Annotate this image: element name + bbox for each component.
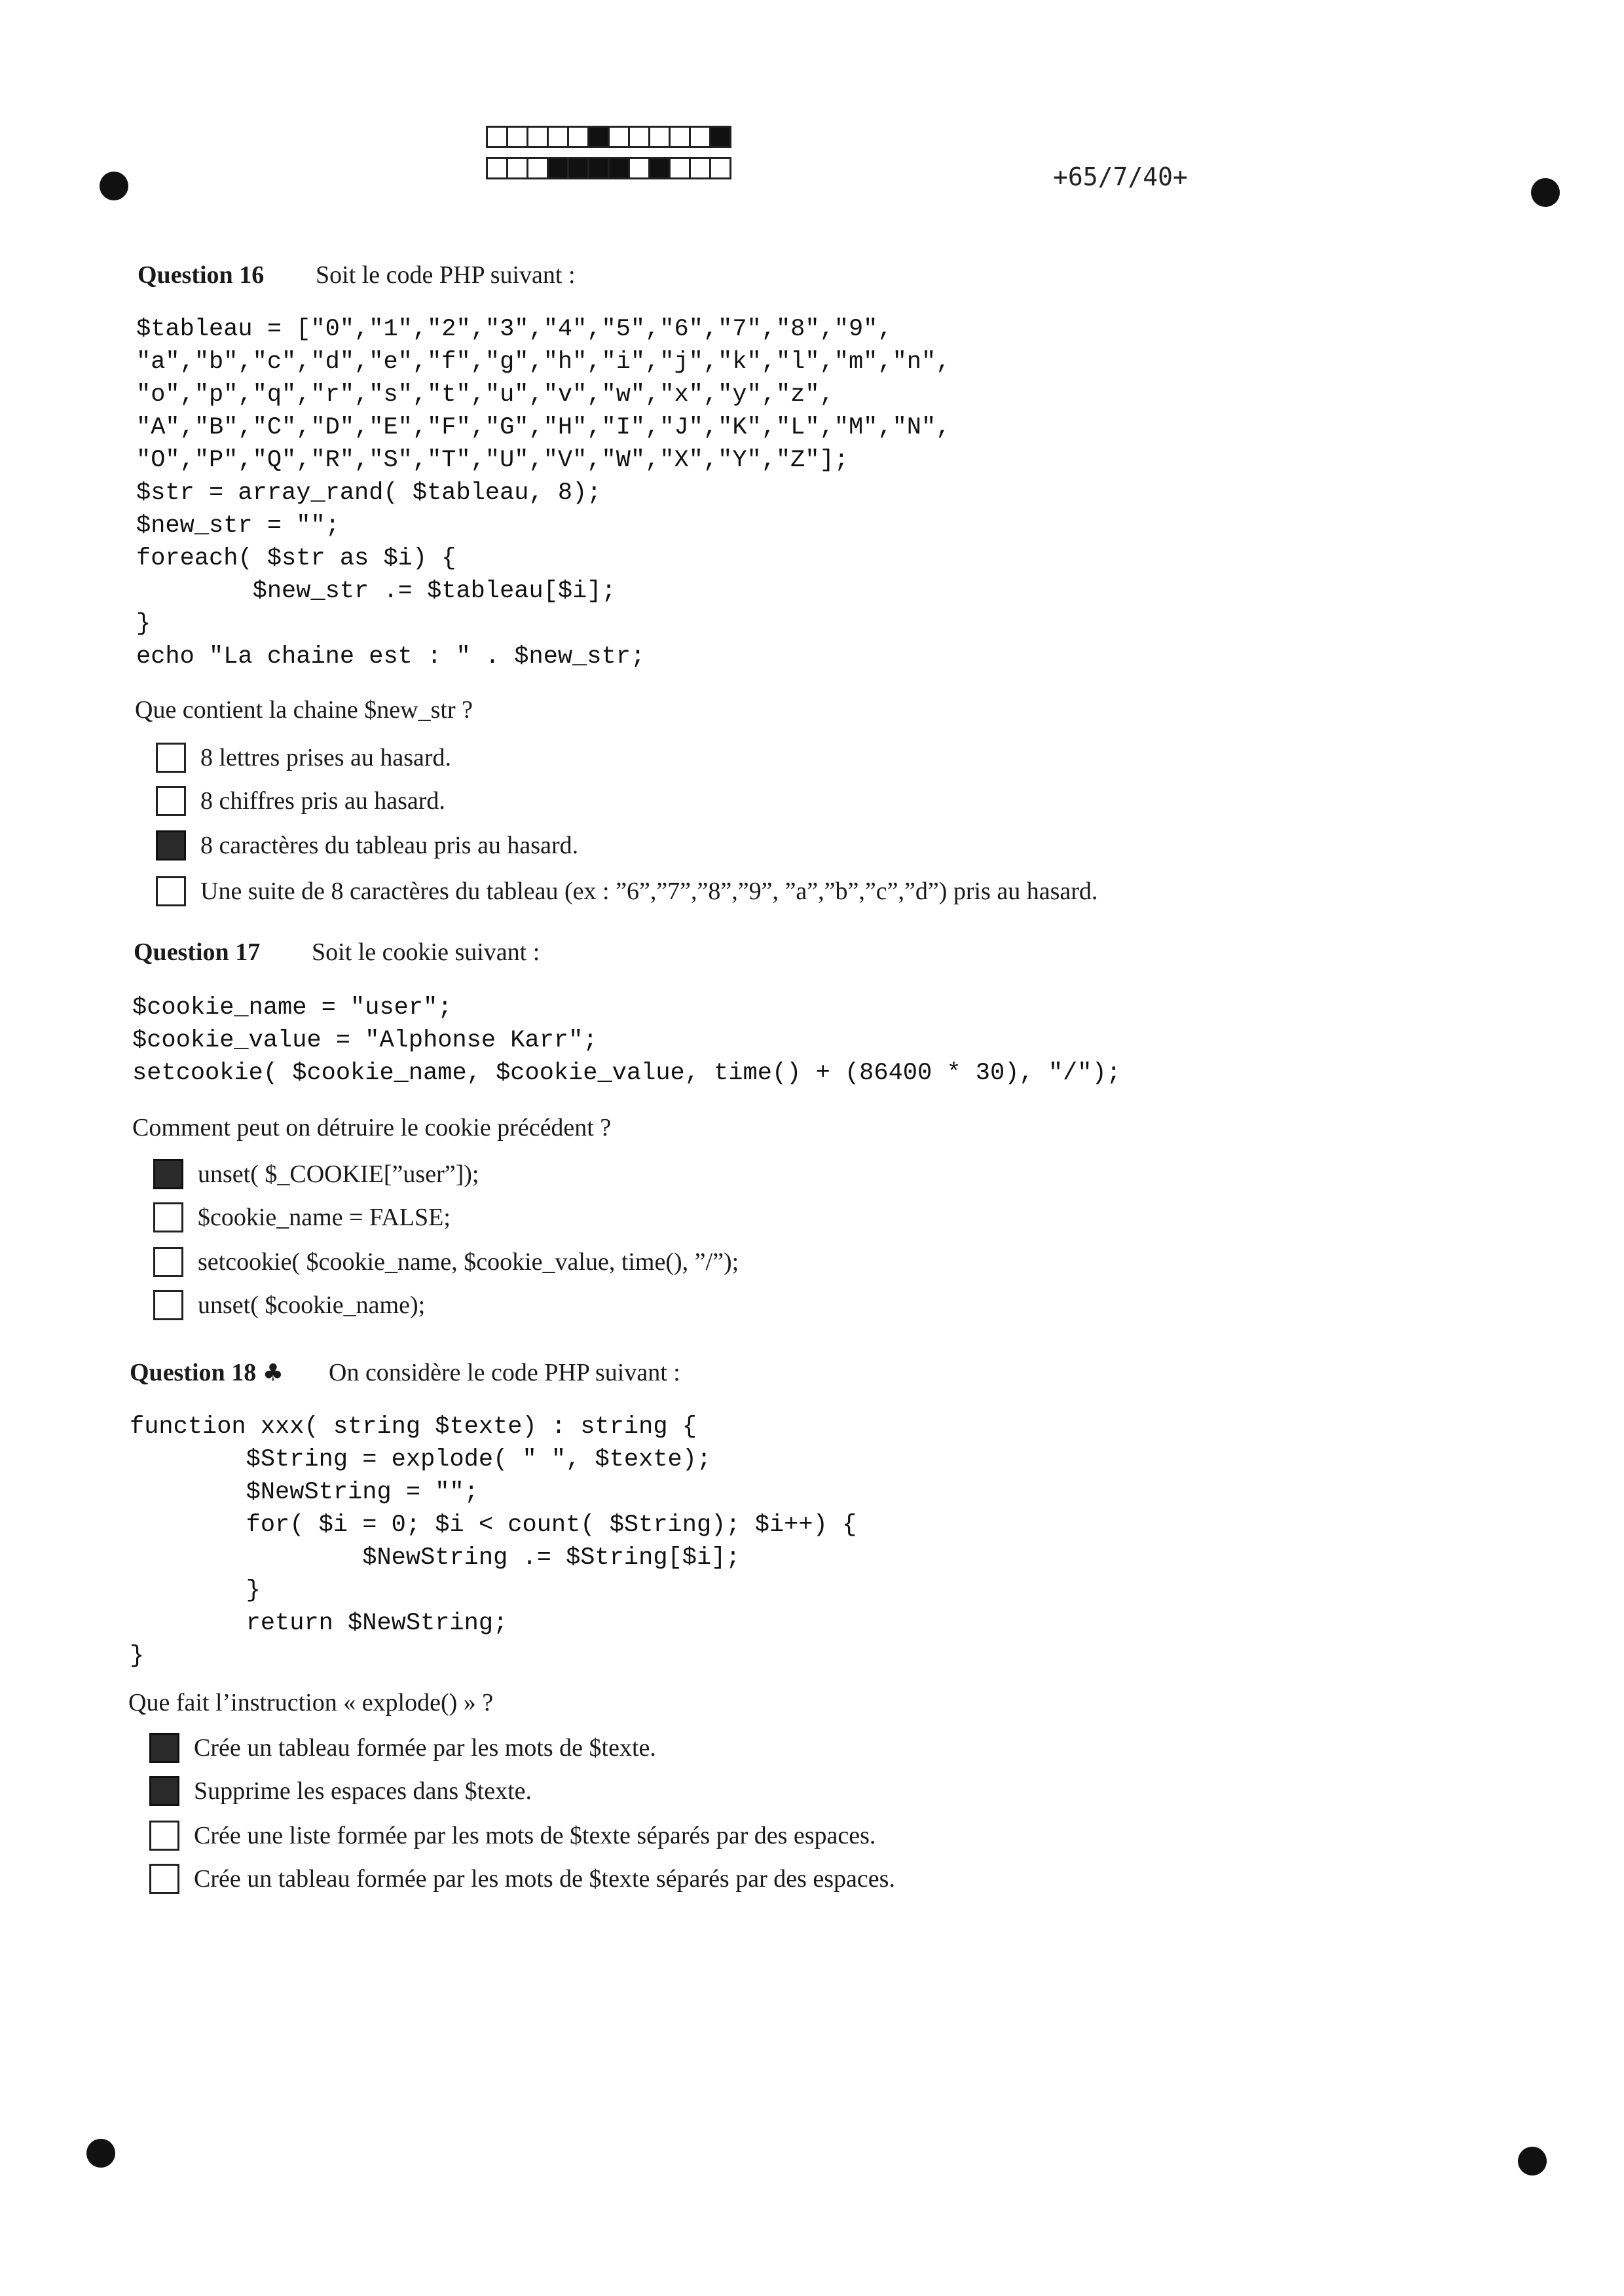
checkbox[interactable]: [156, 743, 186, 773]
checkbox-checked[interactable]: [156, 830, 186, 861]
question-17-label: [134, 938, 260, 967]
question-17-prompt: Comment peut on détruire le cookie précédent ?: [132, 1114, 612, 1141]
question-18-intro: On considère le code PHP suivant :: [329, 1359, 680, 1386]
question-number: Question 17: [134, 938, 261, 966]
question-18-choice-1[interactable]: [149, 1733, 656, 1763]
checkbox-checked[interactable]: [149, 1776, 179, 1806]
question-18-choice-2[interactable]: [149, 1776, 532, 1806]
checkbox-checked[interactable]: [153, 1159, 183, 1189]
barcode-row-2: [486, 157, 729, 179]
barcode-cell: [567, 157, 589, 179]
choice-label: 8 caractères du tableau pris au hasard.: [200, 832, 579, 859]
choice-label: unset( $cookie_name);: [198, 1291, 426, 1319]
choice-label: setcookie( $cookie_name, $cookie_value, time(), ”/”);: [198, 1248, 739, 1276]
checkbox[interactable]: [153, 1202, 183, 1232]
club-icon: ♣: [262, 1360, 284, 1386]
barcode-cell: [567, 126, 589, 148]
question-number: Question 18: [130, 1359, 257, 1386]
question-17-choice-3[interactable]: [153, 1247, 739, 1277]
choice-label: Crée une liste formée par les mots de $texte séparés par des espaces.: [194, 1822, 876, 1849]
page-id: +65/7/40+: [1053, 162, 1188, 191]
barcode-cell: [648, 126, 671, 148]
question-18-code: function xxx( string $texte) : string { $String = explode( " ", $texte); $NewString = ""; for( $i = 0; $i < count( $String); $i++) { $NewString .= $String[$i]; } return $NewString; }: [130, 1413, 857, 1670]
question-16-choice-4[interactable]: [156, 876, 1098, 906]
question-16-label: [138, 261, 264, 289]
barcode-cell: [506, 126, 528, 148]
question-16-choice-1[interactable]: [156, 743, 451, 773]
barcode-cell: [608, 157, 630, 179]
choice-label: Une suite de 8 caractères du tableau (ex : ”6”,”7”,”8”,”9”, ”a”,”b”,”c”,”d”) pris au hasard.: [200, 878, 1098, 905]
barcode-row-1: [486, 126, 729, 148]
question-16-prompt: Que contient la chaine $new_str ?: [135, 696, 473, 724]
question-18-label: [130, 1358, 284, 1387]
question-18-choice-4[interactable]: [149, 1864, 895, 1894]
question-17-code: $cookie_name = "user"; $cookie_value = "Alphonse Karr"; setcookie( $cookie_name, $cookie_value, time() + (86400 * 30), "/");: [132, 994, 1121, 1087]
barcode-cell: [689, 126, 711, 148]
question-16-code: $tableau = ["0","1","2","3","4","5","6","7","8","9", "a","b","c","d","e","f","g","h","i","j","k","l","m","n", "o","p","q","r","s","t","u","v","w","x","y","z", "A","B","C","D","E","F","G","H","I","J","K","L","M","N", "O","P","Q","R","S","T","U","V","W","X","Y","Z"]; $str = array_rand( $tableau, 8); $new_str = ""; foreach( $str as $i) { $new_str .= $tableau[$i]; } echo "La chaine est : " . $new_str;: [136, 316, 951, 671]
barcode-cell: [526, 126, 549, 148]
checkbox[interactable]: [149, 1821, 179, 1851]
question-number: Question 16: [138, 261, 265, 289]
barcode-cell: [669, 126, 691, 148]
checkbox-checked[interactable]: [149, 1733, 179, 1763]
question-17-intro: Soit le cookie suivant :: [312, 938, 540, 966]
question-16-intro: Soit le code PHP suivant :: [316, 261, 576, 289]
checkbox[interactable]: [149, 1864, 179, 1894]
question-18-choice-3[interactable]: [149, 1821, 876, 1851]
barcode-cell: [506, 157, 528, 179]
question-17-choice-2[interactable]: [153, 1202, 451, 1232]
barcode-cell: [709, 157, 731, 179]
question-16-choice-3[interactable]: [156, 830, 578, 861]
choice-label: 8 lettres prises au hasard.: [200, 744, 452, 771]
checkbox[interactable]: [156, 876, 186, 906]
choice-label: Crée un tableau formée par les mots de $texte.: [194, 1734, 656, 1762]
registration-dot-bottom-right: [1518, 2147, 1547, 2176]
choice-label: Crée un tableau formée par les mots de $texte séparés par des espaces.: [194, 1865, 895, 1893]
registration-dot-top-right: [1531, 178, 1560, 207]
barcode-cell: [608, 126, 630, 148]
barcode-cell: [628, 126, 650, 148]
question-18-prompt: Que fait l’instruction « explode() » ?: [128, 1689, 494, 1716]
barcode-cell: [486, 157, 508, 179]
barcode-cell: [486, 126, 508, 148]
choice-label: Supprime les espaces dans $texte.: [194, 1777, 532, 1805]
barcode-cell: [587, 126, 610, 148]
barcode-cell: [587, 157, 610, 179]
checkbox[interactable]: [153, 1290, 183, 1320]
barcode-cell: [689, 157, 711, 179]
question-17-choice-4[interactable]: [153, 1290, 425, 1320]
question-16-choice-2[interactable]: [156, 786, 445, 816]
question-17-choice-1[interactable]: [153, 1159, 479, 1189]
barcode-cell: [669, 157, 691, 179]
registration-dot-bottom-left: [86, 2139, 115, 2168]
registration-dot-top-left: [100, 172, 128, 200]
choice-label: $cookie_name = FALSE;: [198, 1204, 451, 1231]
barcode-cell: [648, 157, 671, 179]
choice-label: 8 chiffres pris au hasard.: [200, 787, 445, 815]
barcode-cell: [547, 157, 569, 179]
choice-label: unset( $_COOKIE[”user”]);: [198, 1160, 479, 1188]
barcode-cell: [526, 157, 549, 179]
checkbox[interactable]: [153, 1247, 183, 1277]
checkbox[interactable]: [156, 786, 186, 816]
barcode-cell: [709, 126, 731, 148]
barcode-cell: [547, 126, 569, 148]
barcode-cell: [628, 157, 650, 179]
